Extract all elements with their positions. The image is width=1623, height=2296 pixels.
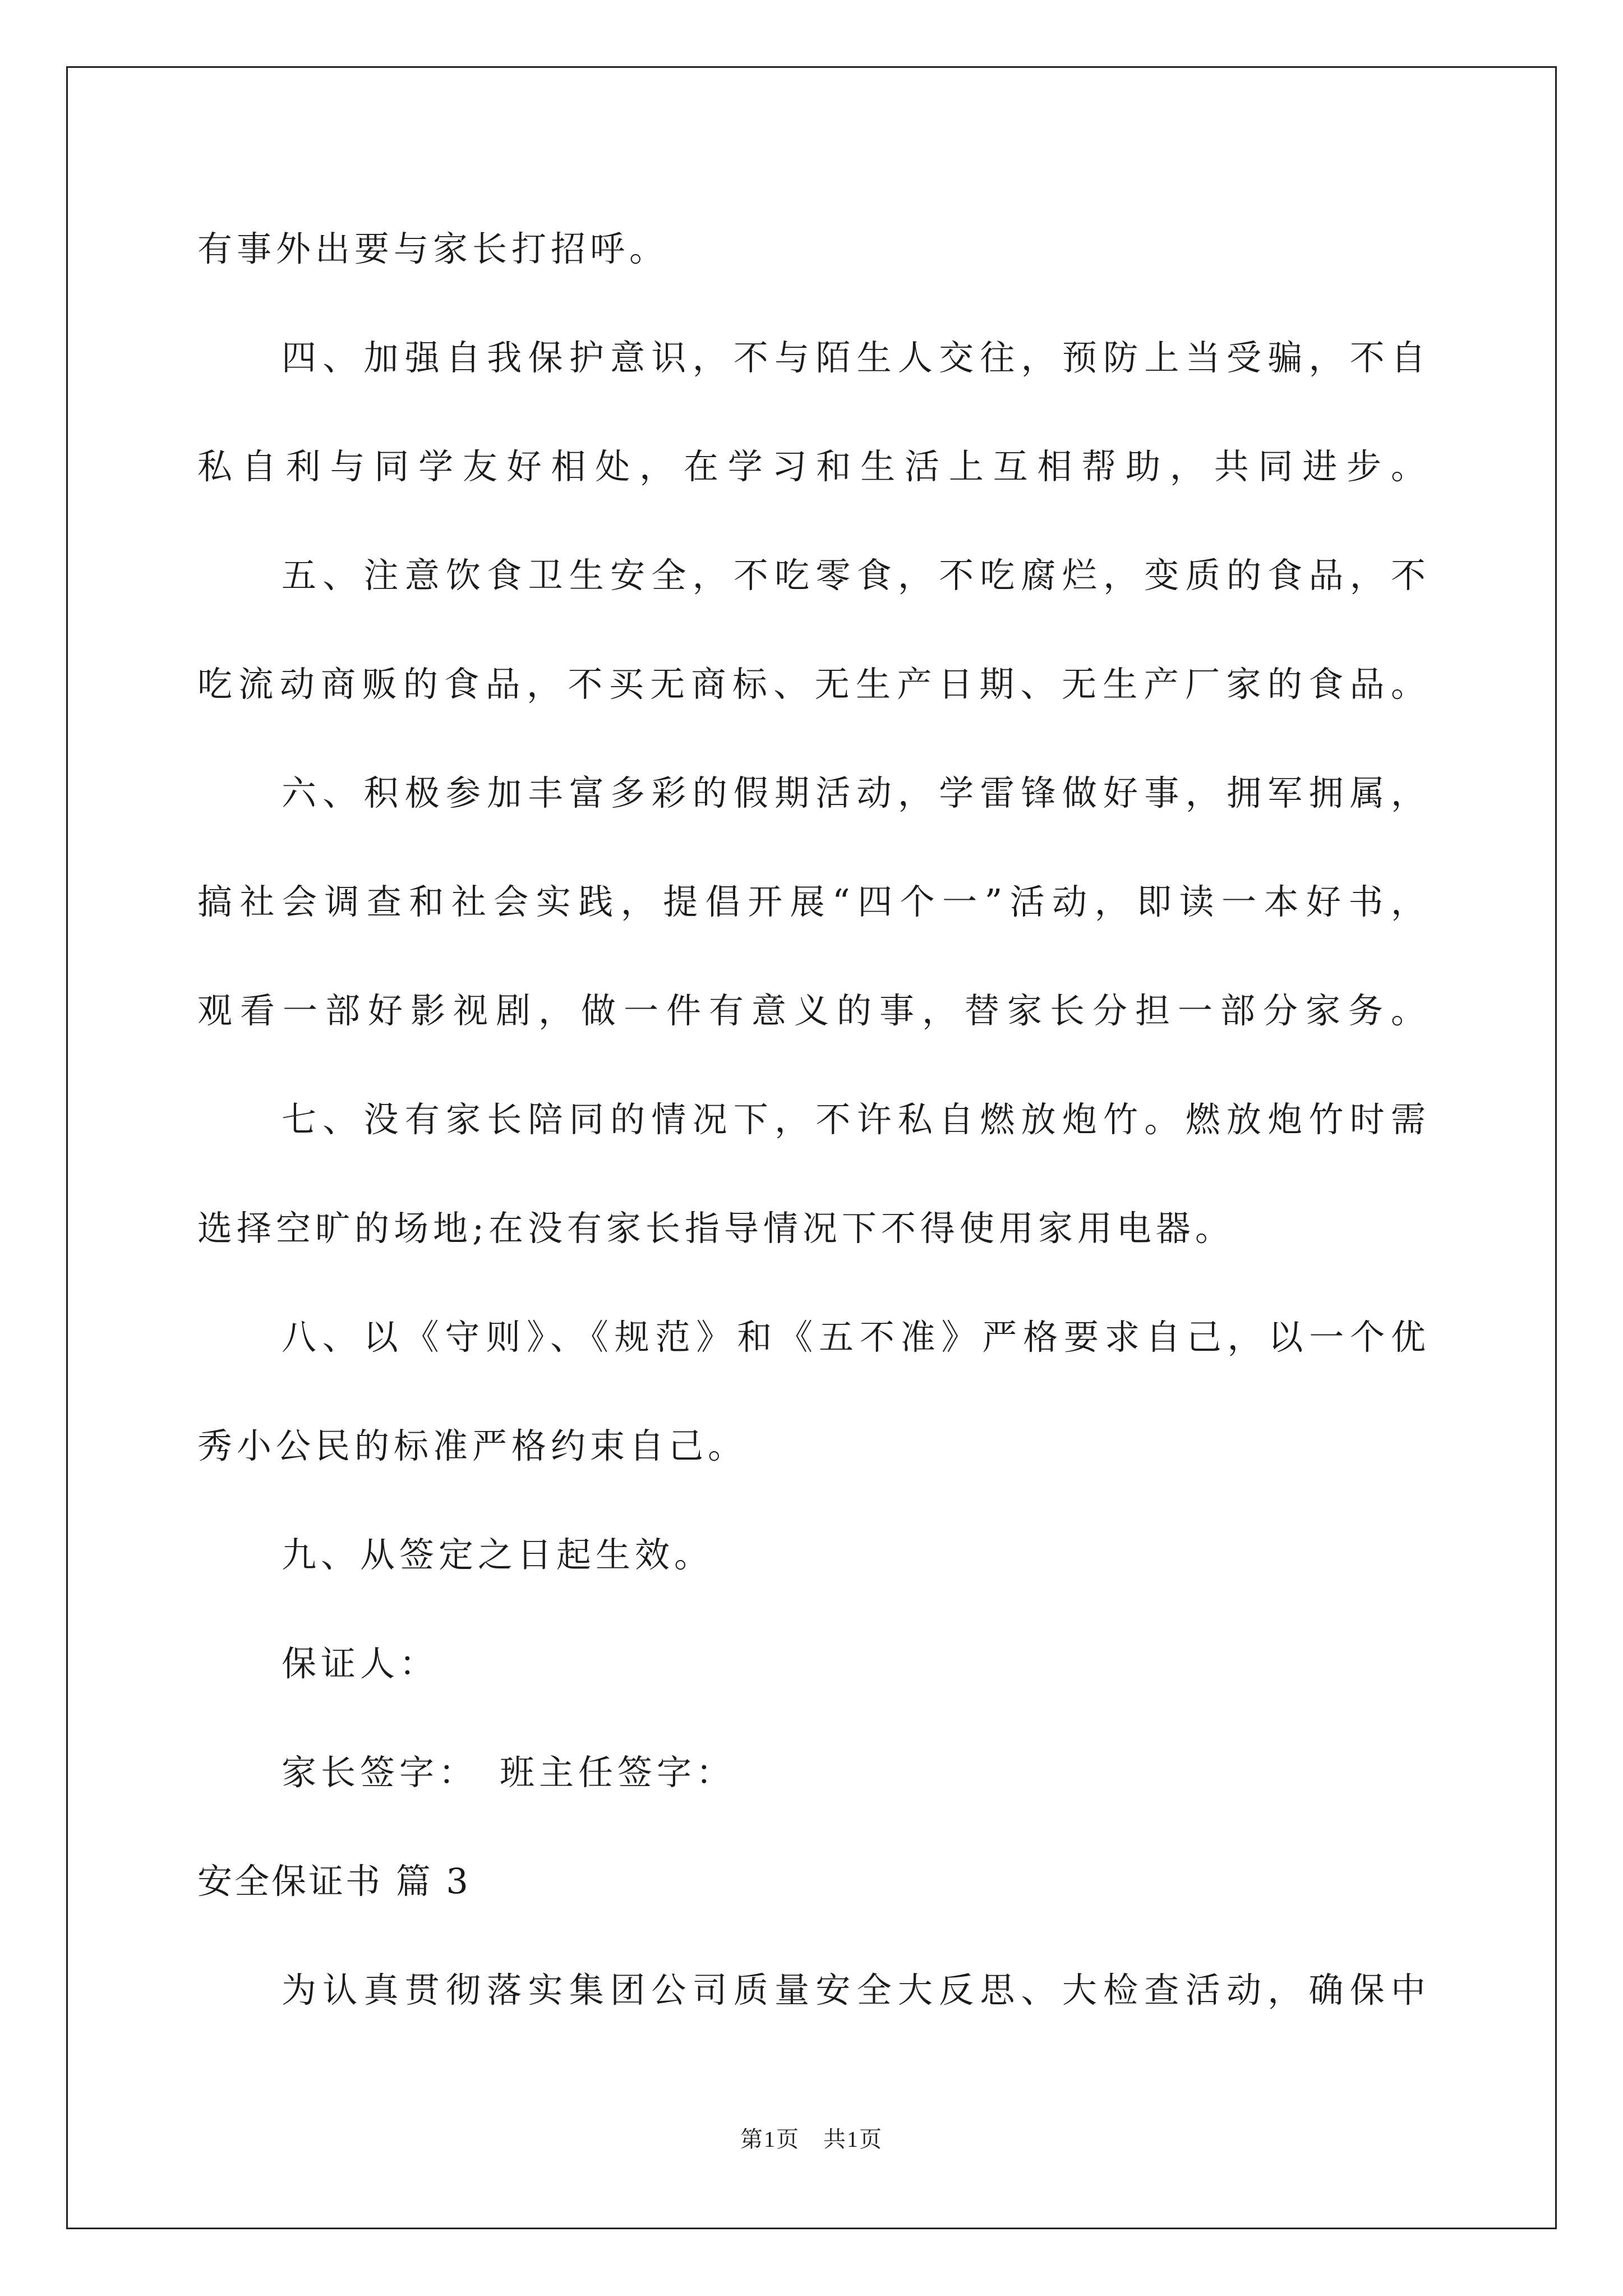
text-line-11: 八、以《守则》、《规范》和《五不准》严格要求自己，以一个优 [282,1317,1426,1358]
text-line-8: 观看一部好影视剧，做一件有意义的事，替家长分担一部分家务。 [197,990,1426,1031]
text-line-5: 吃流动商贩的食品，不买无商标、无生产日期、无生产厂家的食品。 [197,664,1426,705]
text-line-17: 为认真贯彻落实集团公司质量安全大反思、大检查活动，确保中 [282,1970,1426,2010]
page-border [66,66,1557,2229]
page-footer: 第1页 共1页 [740,2127,883,2152]
text-line-3: 私自利与同学友好相处，在学习和生活上互相帮助，共同进步。 [197,446,1426,487]
text-line-4: 五、注意饮食卫生安全，不吃零食，不吃腐烂，变质的食品，不 [282,555,1426,596]
text-line-7: 搞社会调查和社会实践，提倡开展“四个一”活动，即读一本好书， [197,881,1426,922]
text-line-6: 六、积极参加丰富多彩的假期活动，学雷锋做好事，拥军拥属， [282,772,1426,813]
text-line-10: 选择空旷的场地;在没有家长指导情况下不得使用家用电器。 [197,1208,1234,1249]
text-line-13: 九、从签定之日起生效。 [282,1534,714,1575]
signature-labels: 家长签字： 班主任签字： [282,1752,736,1793]
guarantor-label: 保证人： [282,1643,439,1684]
section-heading: 安全保证书 篇 3 [197,1861,471,1902]
text-line-9: 七、没有家长陪同的情况下，不许私自燃放炮竹。燃放炮竹时需 [282,1099,1426,1140]
text-line-12: 秀小公民的标准严格约束自己。 [197,1425,748,1466]
text-line-2: 四、加强自我保护意识，不与陌生人交往，预防上当受骗，不自 [282,337,1426,378]
text-line-1: 有事外出要与家长打招呼。 [197,228,669,269]
